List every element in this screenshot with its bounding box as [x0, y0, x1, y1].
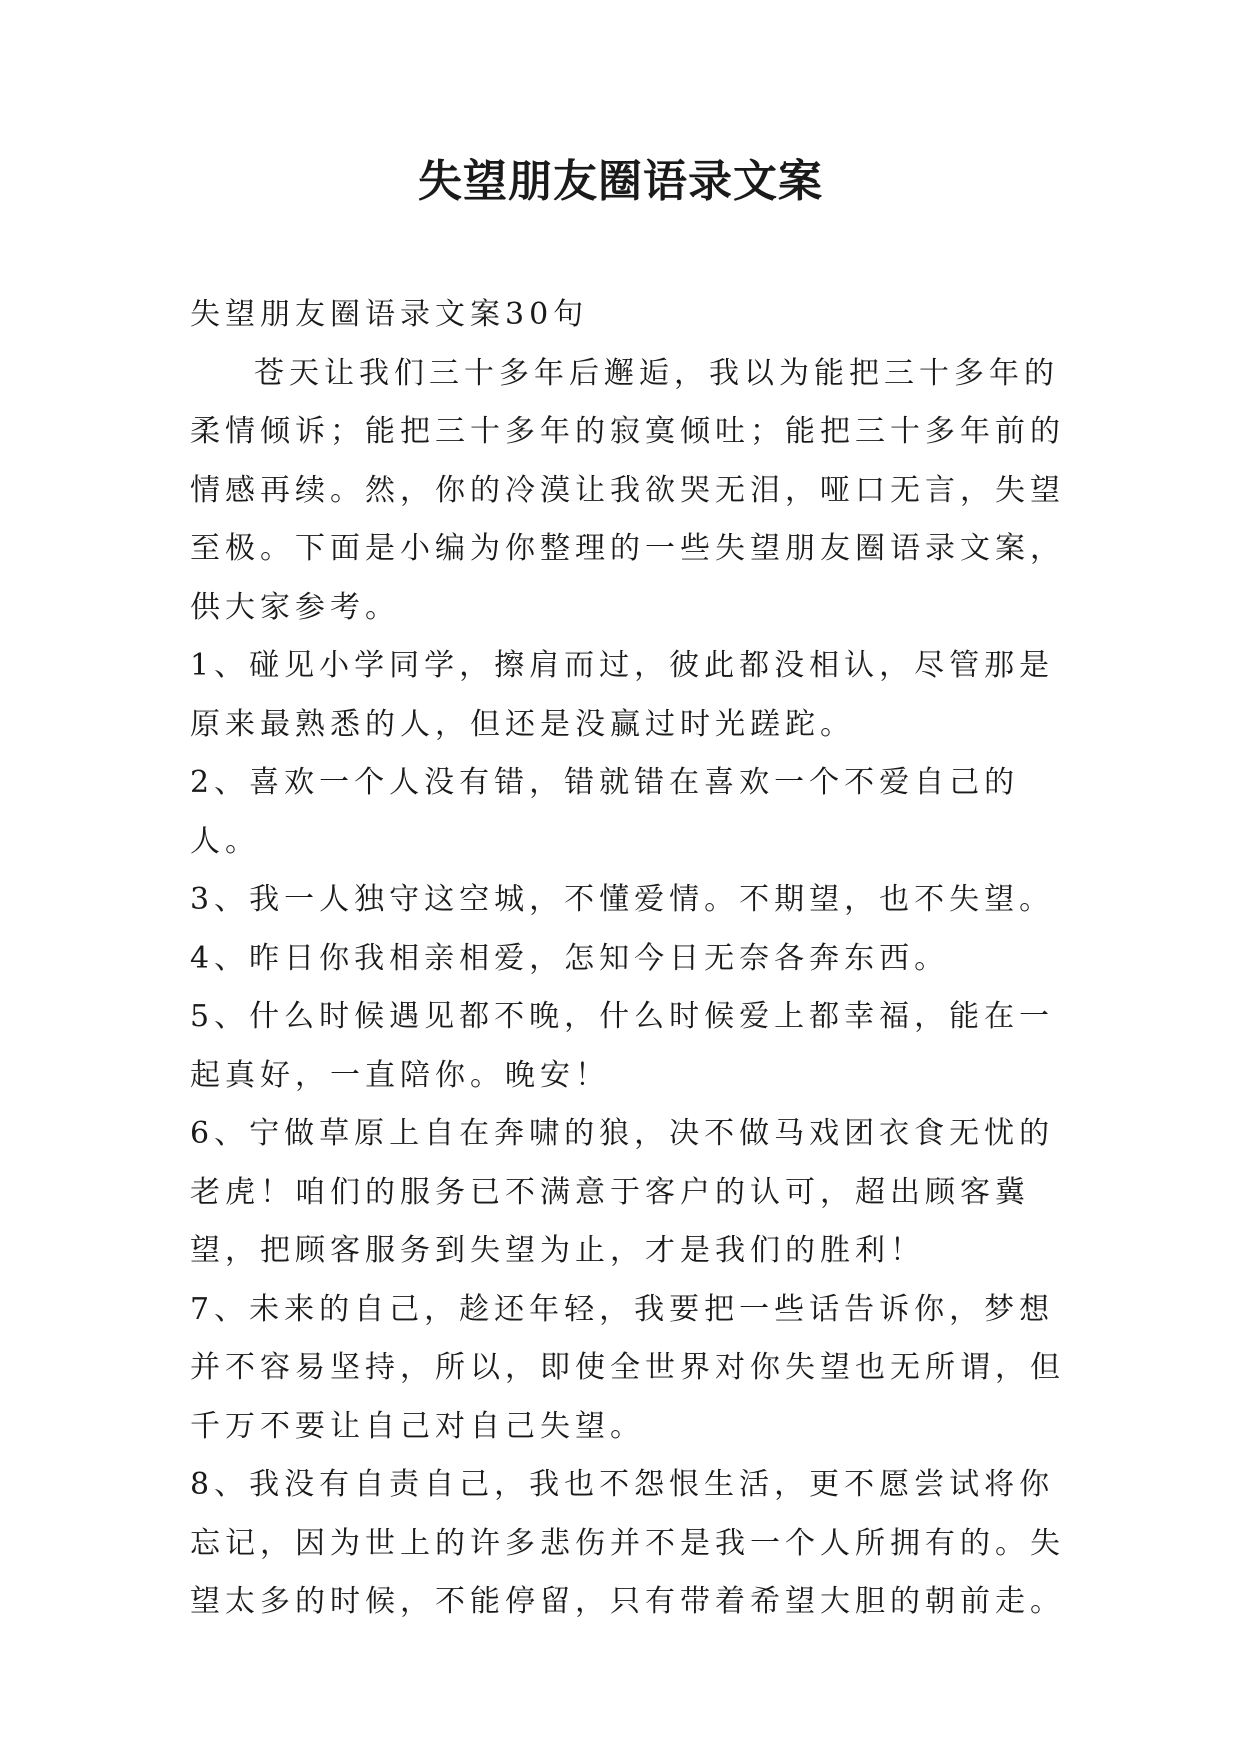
document-subtitle: 失望朋友圈语录文案30句	[190, 297, 589, 332]
list-item: 5、什么时候遇见都不晚，什么时候爱上都幸福，能在一起真好，一直陪你。晚安！	[190, 999, 1055, 1093]
list-item: 4、昨日你我相亲相爱，怎知今日无奈各奔东西。	[190, 940, 950, 976]
list-item: 3、我一人独守这空城，不懂爱情。不期望，也不失望。	[190, 882, 1055, 917]
document-body	[190, 286, 1070, 1632]
intro-paragraph: 苍天让我们三十多年后邂逅，我以为能把三十多年的柔情倾诉；能把三十多年的寂寞倾吐；能把三十多年前的情感再续。然，你的冷漠让我欲哭无泪，哑口无言，失望至极。下面是小编为你整理的一些失望朋友圈语录文案，供大家参考。	[190, 355, 1065, 625]
document-title: 失望朋友圈语录文案	[418, 156, 823, 207]
list-item: 2、喜欢一个人没有错，错就错在喜欢一个不爱自己的人。	[190, 765, 1020, 859]
list-item: 7、未来的自己，趁还年轻，我要把一些话告诉你，梦想并不容易坚持，所以，即使全世界对你失望也无所谓，但千万不要让自己对自己失望。	[190, 1291, 1065, 1444]
list-item: 1、碰见小学同学，擦肩而过，彼此都没相认，尽管那是原来最熟悉的人，但还是没赢过时光蹉跎。	[190, 648, 1055, 742]
list-item: 8、我没有自责自己，我也不怨恨生活，更不愿尝试将你忘记，因为世上的许多悲伤并不是我一个人所拥有的。失望太多的时候，不能停留，只有带着希望大胆的朝前走。	[190, 1467, 1065, 1619]
list-item: 6、宁做草原上自在奔啸的狼，决不做马戏团衣食无忧的老虎！咱们的服务已不满意于客户的认可，超出顾客冀望，把顾客服务到失望为止，才是我们的胜利！	[190, 1116, 1055, 1268]
